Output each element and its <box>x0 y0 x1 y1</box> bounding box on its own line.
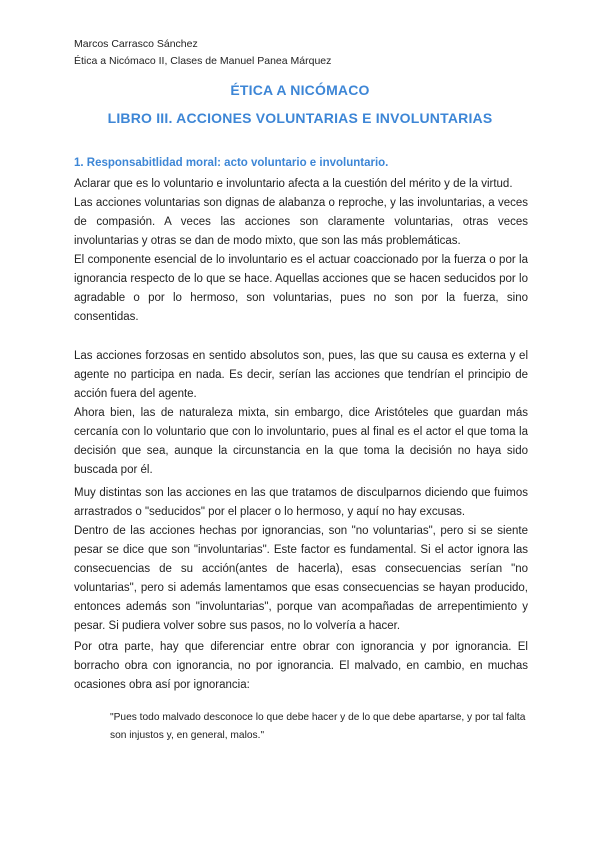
header-author: Marcos Carrasco Sánchez <box>74 38 198 50</box>
document-subtitle: LIBRO III. ACCIONES VOLUNTARIAS E INVOLUNTARIAS <box>107 110 493 126</box>
document-title-block <box>0 80 600 128</box>
paragraph: Las acciones forzosas en sentido absolutos son, pues, las que su causa es externa y el agente no participa en nada. Es decir, serían las acciones que tendrían el principio de acción fuera del agente. <box>74 350 528 400</box>
paragraph-block-3 <box>74 484 528 636</box>
header-course: Ética a Nicómaco II, Clases de Manuel Panea Márquez <box>74 55 332 67</box>
paragraph: Dentro de las acciones hechas por ignorancias, son "no voluntarias", pero si se siente pesar se dice que son "involuntarias". Este factor es fundamental. Si el actor ignora las consecuencias de su acción(antes de hacerla), esas consecuencias serían "no voluntarias", pero si además lamentamos que esas consecuencias se hayan producido, entonces además son "involuntarias", porque van acompañadas de arrepentimiento y pesar. Si pudiera volver sobre sus pasos, no lo volvería a hacer. <box>74 525 528 632</box>
paragraph: Aclarar que es lo voluntario e involuntario afecta a la cuestión del mérito y de la virtud. <box>74 178 513 190</box>
paragraph: El componente esencial de lo involuntario es el actuar coaccionado por la fuerza o por la ignorancia respecto de lo que se hace. Aquellas acciones que se hacen seducidos por lo agradable o por lo hermoso, son voluntarias, pues no son por la fuerza, sino consentidas. <box>74 254 528 323</box>
block-quote: "Pues todo malvado desconoce lo que debe hacer y de lo que debe apartarse, y por tal falta son injustos y, en general, malos." <box>110 712 526 741</box>
paragraph: Las acciones voluntarias son dignas de alabanza o reproche, y las involuntarias, a veces de compasión. A veces las acciones son claramente voluntarias, otras veces involuntarias y otras se dan de modo mixto, que son las más problemáticas. <box>74 197 528 247</box>
paragraph-block-2 <box>74 347 528 480</box>
paragraph-block-1 <box>74 175 528 327</box>
paragraph: Ahora bien, las de naturaleza mixta, sin embargo, dice Aristóteles que guardan más cercanía con lo voluntario que con lo involuntario, pues al final es el actor el que toma la decisión que sea, aunque la circunstancia en la que toma la decisión no haya sido buscada por él. <box>74 407 528 476</box>
paragraph-block-4 <box>74 638 528 695</box>
document-title: ÉTICA A NICÓMACO <box>230 82 370 98</box>
paragraph: Muy distintas son las acciones en las que tratamos de disculparnos diciendo que fuimos arrastrados o "seducidos" por el placer o lo hermoso, y aquí no hay excusas. <box>74 487 528 518</box>
page-header <box>74 36 331 70</box>
paragraph: Por otra parte, hay que diferenciar entre obrar con ignorancia y por ignorancia. El borracho obra con ignorancia, no por ignorancia. El malvado, en cambio, en muchas ocasiones obra así por ignorancia: <box>74 641 528 691</box>
section-heading: 1. Responsabitlidad moral: acto voluntario e involuntario. <box>74 157 389 169</box>
